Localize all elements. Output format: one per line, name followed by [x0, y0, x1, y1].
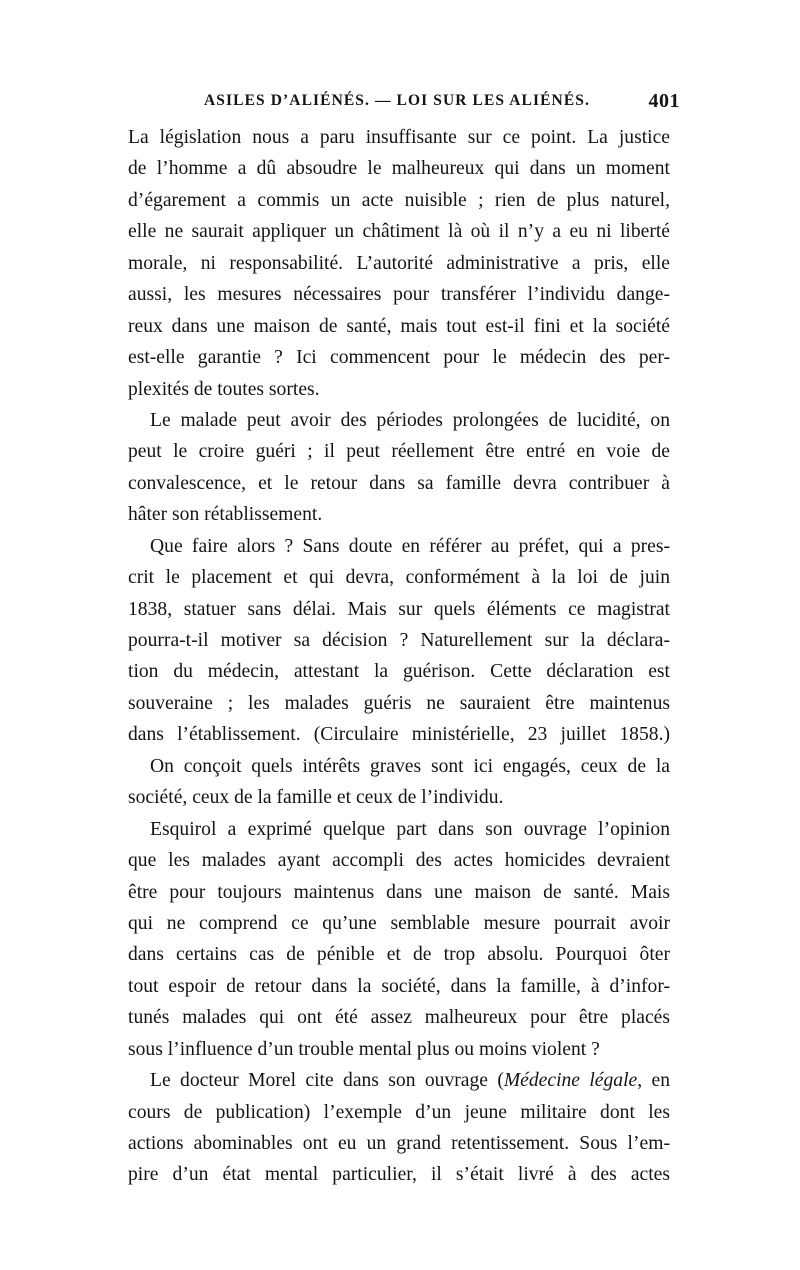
text-line: de l’homme a dû absoudre le malheureux qui dans un moment	[128, 158, 670, 180]
text-line: crit le placement et qui devra, conformément à la loi de juin	[128, 567, 670, 589]
text-line: pire d’un état mental particulier, il s’était livré à des actes	[128, 1164, 670, 1186]
text-segment: Le docteur Morel cite dans son ouvrage (	[150, 1070, 504, 1092]
text-line: Le malade peut avoir des périodes prolongées de lucidité, on	[150, 409, 670, 431]
text-line: qui ne comprend ce qu’une semblable mesure pourrait avoir	[128, 912, 670, 934]
text-line: que les malades ayant accompli des actes homicides devraient	[128, 850, 670, 872]
running-head	[120, 92, 680, 116]
text-line: Esquirol a exprimé quelque part dans son ouvrage l’opinion	[150, 818, 670, 840]
italic-book-title: Médecine légale	[503, 1070, 638, 1092]
text-line: tion du médecin, attestant la guérison. Cette déclaration est	[128, 661, 670, 683]
text-line: Que faire alors ? Sans doute en référer au préfet, qui a pres-	[150, 535, 670, 557]
text-line: d’égarement a commis un acte nuisible ; rien de plus naturel,	[128, 189, 670, 211]
text-line: dans l’établissement. (Circulaire ministérielle, 23 juillet 1858.)	[128, 724, 670, 746]
text-line: tunés malades qui ont été assez malheureux pour être placés	[128, 1007, 670, 1029]
text-line-with-italic	[128, 1065, 670, 1096]
text-line: dans certains cas de pénible et de trop absolu. Pourquoi ôter	[128, 944, 670, 966]
text-line: 1838, statuer sans délai. Mais sur quels éléments ce magistrat	[128, 598, 670, 620]
text-line: tout espoir de retour dans la société, dans la famille, à d’infor-	[128, 975, 670, 997]
text-segment: , en	[637, 1070, 671, 1092]
page-number: 401	[648, 90, 680, 112]
text-line: est-elle garantie ? Ici commencent pour le médecin des per-	[128, 347, 670, 369]
text-line: La législation nous a paru insuffisante sur ce point. La justice	[128, 127, 670, 148]
running-title: ASILES D’ALIÉNÉS. — LOI SUR LES ALIÉNÉS.	[204, 92, 590, 109]
text-line: hâter son rétablissement.	[128, 504, 323, 526]
text-line: être pour toujours maintenus dans une maison de santé. Mais	[128, 881, 670, 903]
text-line: convalescence, et le retour dans sa famille devra contribuer à	[128, 472, 670, 494]
text-line: sous l’influence d’un trouble mental plus ou moins violent ?	[128, 1038, 600, 1060]
text-line: pourra-t-il motiver sa décision ? Naturellement sur la déclara-	[128, 630, 670, 651]
text-line: elle ne saurait appliquer un châtiment là où il n’y a eu ni liberté	[128, 221, 670, 243]
text-line: cours de publication) l’exemple d’un jeune militaire dont les	[128, 1101, 670, 1123]
text-line: morale, ni responsabilité. L’autorité administrative a pris, elle	[128, 252, 670, 274]
text-line: reux dans une maison de santé, mais tout est-il fini et la société	[128, 315, 670, 337]
text-line: actions abominables ont eu un grand retentissement. Sous l’em-	[128, 1133, 670, 1154]
text-line: peut le croire guéri ; il peut réellement être entré en voie de	[128, 441, 670, 463]
text-line: aussi, les mesures nécessaires pour transférer l’individu dange-	[128, 284, 670, 306]
text-line: société, ceux de la famille et ceux de l’individu.	[128, 787, 504, 809]
text-line: souveraine ; les malades guéris ne sauraient être maintenus	[128, 692, 670, 714]
text-line: plexités de toutes sortes.	[128, 378, 320, 400]
text-line: On conçoit quels intérêts graves sont ici engagés, ceux de la	[150, 755, 670, 777]
body-text	[128, 122, 670, 1191]
